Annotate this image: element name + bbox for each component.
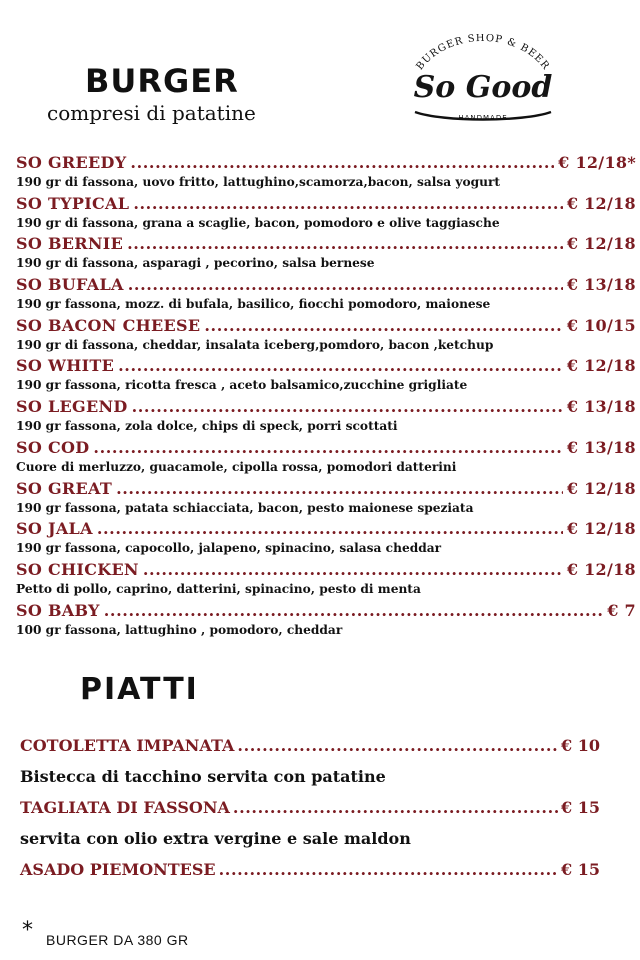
page-title: BURGER xyxy=(85,62,239,100)
item-description: 190 gr di fassona, grana a scaglie, bacon, pomodoro e olive taggiasche xyxy=(16,215,500,230)
menu-item xyxy=(16,437,636,478)
item-name: SO CHICKEN xyxy=(16,559,139,579)
item-price: € 7 xyxy=(607,600,636,620)
menu-item xyxy=(16,559,636,600)
item-price: € 13/18 xyxy=(566,275,636,295)
item-name: SO LEGEND xyxy=(16,397,128,417)
dot-leader xyxy=(127,233,563,255)
menu-item xyxy=(16,478,636,519)
menu-item xyxy=(16,518,636,559)
dot-leader xyxy=(143,559,563,581)
menu-item xyxy=(16,355,636,396)
item-price: € 12/18 xyxy=(566,356,636,376)
item-description: 190 gr fassona, zola dolce, chips di speck, porri scottati xyxy=(16,419,398,434)
item-name: SO COD xyxy=(16,437,90,457)
logo-arc-text: BURGER SHOP & BEER xyxy=(414,34,552,73)
item-description: 190 gr fassona, patata schiacciata, bacon, pesto maionese speziata xyxy=(16,500,474,515)
menu-item xyxy=(16,233,636,274)
item-price: € 12/18* xyxy=(558,153,636,172)
item-price: € 12/18 xyxy=(566,559,636,579)
dot-leader xyxy=(204,315,562,337)
dot-leader xyxy=(104,600,603,622)
item-name: SO GREAT xyxy=(16,478,113,498)
logo-tagline: HANDMADE xyxy=(458,114,508,122)
dish-description: servita con olio extra vergine e sale maldon xyxy=(20,829,411,848)
dish-price: € 10 xyxy=(561,736,600,755)
item-name: SO BUFALA xyxy=(16,275,124,295)
piatti-list xyxy=(20,732,600,884)
item-price: € 12/18 xyxy=(566,193,636,213)
item-description: 190 gr di fassona, asparagi , pecorino, salsa bernese xyxy=(16,256,375,271)
svg-text:BURGER SHOP & BEER xyxy=(415,34,552,72)
dish-heading xyxy=(20,794,600,822)
item-name: SO GREEDY xyxy=(16,153,127,172)
dish-price: € 15 xyxy=(561,860,600,879)
dot-leader xyxy=(132,396,563,418)
dish-name: ASADO PIEMONTESE xyxy=(20,860,216,879)
dot-leader xyxy=(97,518,563,540)
logo-name: So Good xyxy=(413,70,553,105)
item-description: 190 gr di fassona, cheddar, insalata iceberg,pomdoro, bacon ,ketchup xyxy=(16,337,494,352)
item-price: € 12/18 xyxy=(566,478,636,498)
item-name: SO WHITE xyxy=(16,356,115,376)
menu-item xyxy=(16,274,636,315)
dish-description: Bistecca di tacchino servita con patatine xyxy=(20,767,386,786)
item-price: € 12/18 xyxy=(566,234,636,254)
dish-heading xyxy=(20,856,600,884)
page-subtitle: compresi di patatine xyxy=(47,101,256,125)
footnote-text: BURGER DA 380 GR xyxy=(46,932,189,948)
dish-price: € 15 xyxy=(561,798,600,817)
item-description: 190 gr fassona, capocollo, jalapeno, spinacino, salasa cheddar xyxy=(16,541,442,556)
item-description: Petto di pollo, caprino, datterini, spinacino, pesto di menta xyxy=(16,581,421,596)
logo-arc xyxy=(398,34,568,74)
item-name: SO TYPICAL xyxy=(16,193,130,213)
brand-logo xyxy=(398,34,568,134)
item-price: € 10/15 xyxy=(566,315,636,335)
item-description: 190 gr fassona, mozz. di bufala, basilico, fiocchi pomodoro, maionese xyxy=(16,297,491,312)
item-name: SO BACON CHEESE xyxy=(16,315,201,335)
dot-leader xyxy=(93,437,562,459)
menu-item xyxy=(16,600,636,641)
menu-item xyxy=(16,193,636,234)
item-description: 100 gr fassona, lattughino , pomodoro, cheddar xyxy=(16,622,343,637)
menu-item xyxy=(16,315,636,356)
footnote-asterisk: * xyxy=(22,918,33,943)
dot-leader xyxy=(133,193,563,215)
dot-leader xyxy=(130,152,554,174)
item-name: SO BERNIE xyxy=(16,234,124,254)
item-description: Cuore di merluzzo, guacamole, cipolla rossa, pomodori datterini xyxy=(16,459,457,474)
dish-name: TAGLIATA DI FASSONA xyxy=(20,798,230,817)
dish-heading xyxy=(20,732,600,760)
menu-item xyxy=(16,152,636,193)
item-price: € 12/18 xyxy=(566,519,636,539)
dot-leader xyxy=(237,732,558,760)
item-name: SO JALA xyxy=(16,519,93,539)
section-title-piatti: PIATTI xyxy=(80,672,199,707)
item-description: 190 gr fassona, ricotta fresca , aceto balsamico,zucchine grigliate xyxy=(16,378,468,393)
dot-leader xyxy=(233,794,558,822)
dot-leader xyxy=(116,478,563,500)
menu-item xyxy=(16,396,636,437)
item-name: SO BABY xyxy=(16,600,100,620)
dish-name: COTOLETTA IMPANATA xyxy=(20,736,235,755)
dot-leader xyxy=(219,856,558,884)
item-price: € 13/18 xyxy=(566,437,636,457)
dot-leader xyxy=(118,355,563,377)
item-price: € 13/18 xyxy=(566,397,636,417)
dot-leader xyxy=(128,274,563,296)
item-description: 190 gr di fassona, uovo fritto, lattughino,scamorza,bacon, salsa yogurt xyxy=(16,175,501,189)
burger-menu-list xyxy=(16,152,636,640)
